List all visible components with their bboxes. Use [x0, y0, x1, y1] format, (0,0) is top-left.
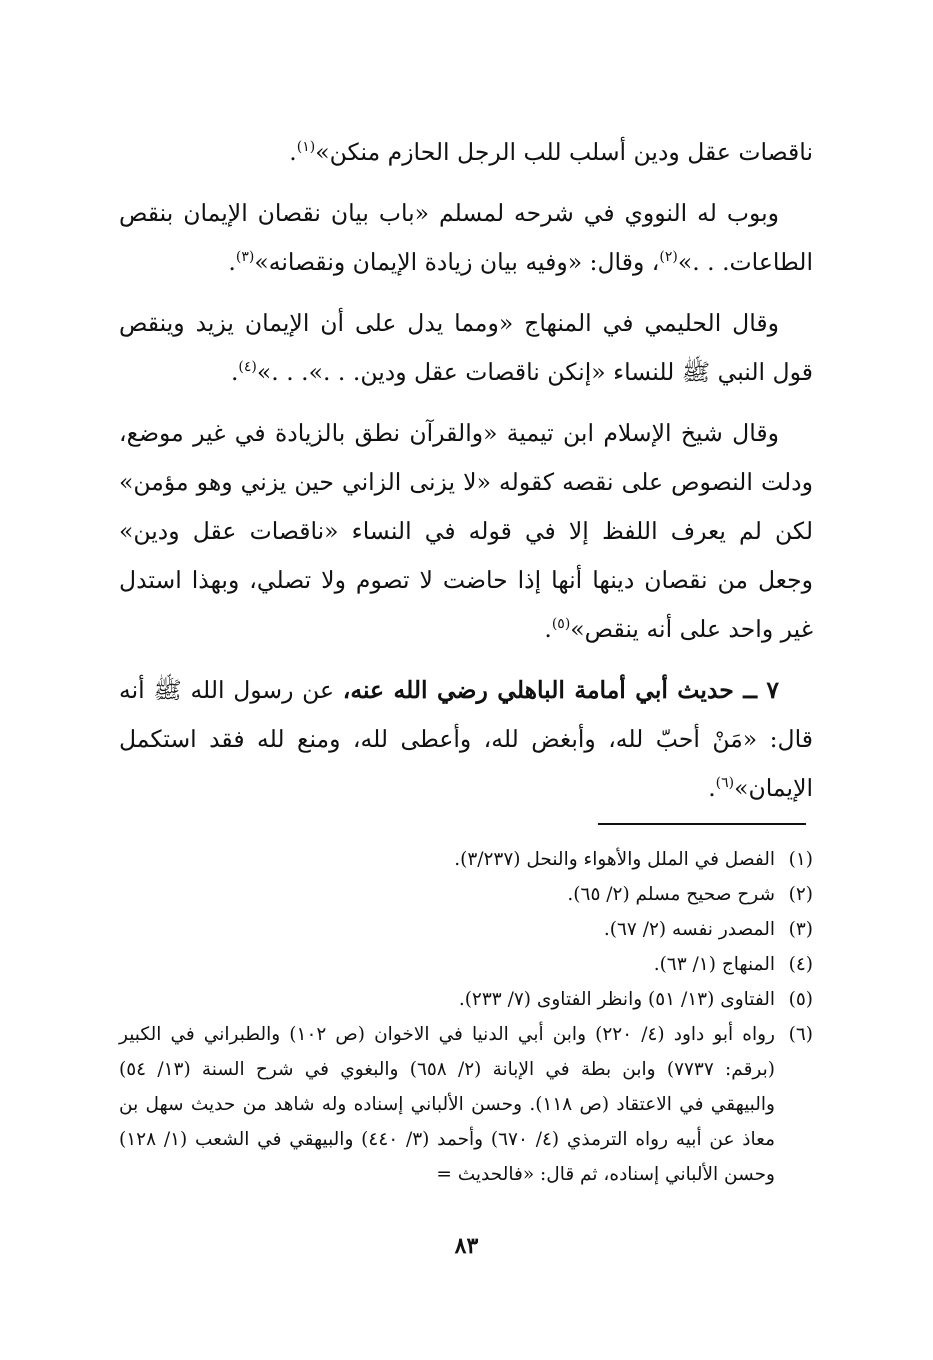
footnote-number: (٤) [788, 954, 813, 975]
footnote-separator [598, 823, 806, 825]
hadith-heading: ٧ ــ حديث أبي أمامة الباهلي رضي الله عنه، [342, 676, 779, 704]
paragraph-5-text: عن رسول الله ﷺ أنه قال: «مَنْ أحبّ لله، وأبغض لله، وأعطى لله، ومنع لله فقد استكمل الإيمان» [119, 676, 813, 802]
footnote-ref: (٢) [659, 249, 678, 266]
paragraph-2-tail: . [228, 248, 236, 276]
paragraph-1 [119, 128, 813, 177]
footnote-ref: (٤) [238, 359, 257, 376]
paragraph-4-tail: . [544, 615, 552, 643]
footnote-text: الفتاوى (١٣/ ٥١) وانظر الفتاوى (٧/ ٢٣٣). [458, 989, 775, 1010]
footnote-number: (٥) [788, 989, 813, 1010]
page-number: ٨٣ [454, 1233, 479, 1259]
footnote-4 [119, 947, 813, 982]
paragraph-4 [119, 409, 813, 654]
paragraph-4-text: وقال شيخ الإسلام ابن تيمية «والقرآن نطق بالزيادة في غير موضع، ودلت النصوص على نقصه كقوله «لا يزنى الزاني حين يزني وهو مؤمن» لكن لم يعرف اللفظ إلا في قوله في النساء «ناقصات عقل ودين» وجعل من نقصان دينها أنها إذا حاضت لا تصوم ولا تصلي، وبهذا استدل غير واحد على أنه ينقص» [119, 419, 813, 643]
footnote-ref: (٦) [715, 775, 735, 792]
footnote-3 [119, 912, 813, 947]
footnote-number: (٦) [788, 1024, 813, 1045]
paragraph-5-tail: . [708, 774, 716, 802]
footnote-1 [119, 842, 813, 877]
footnote-5 [119, 982, 813, 1017]
footnote-2 [119, 877, 813, 912]
paragraph-1-tail: . [289, 138, 297, 166]
paragraph-3-tail: . [230, 358, 239, 386]
footnote-number: (٣) [788, 919, 813, 940]
footnote-text: المصدر نفسه (٢/ ٦٧). [603, 919, 775, 940]
footnote-number: (١) [788, 849, 813, 870]
paragraph-2 [119, 189, 813, 287]
paragraph-3-text: وقال الحليمي في المنهاج «ومما يدل على أن الإيمان يزيد وينقص قول النبي ﷺ للنساء «إنكن ناقصات عقل ودين. . .». . .» [119, 309, 813, 386]
footnote-6 [119, 1017, 813, 1192]
footnotes [119, 842, 813, 1192]
footnote-text: رواه أبو داود (٤/ ٢٢٠) وابن أبي الدنيا في الاخوان (ص ١٠٢) والطبراني في الكبير (برقم: ٧٧٣٧) وابن بطة في الإبانة (٢/ ٦٥٨) والبغوي في شرح السنة (١٣/ ٥٤) والبيهقي في الاعتقاد (ص ١١٨). وحسن الألباني إسناده وله شاهد من حديث سهل بن معاذ عن أبيه رواه الترمذي (٤/ ٦٧٠) وأحمد (٣/ ٤٤٠) والبيهقي في الشعب (١/ ١٢٨) وحسن الألباني إسناده، ثم قال: «فالحديث = [119, 1024, 775, 1185]
footnote-number: (٢) [788, 884, 813, 905]
footnote-text: شرح صحيح مسلم (٢/ ٦٥). [567, 884, 775, 905]
footnote-ref: (١) [296, 139, 316, 156]
footnote-ref: (٥) [551, 616, 571, 633]
paragraph-1-text: ناقصات عقل ودين أسلب للب الرجل الحازم منكن» [315, 138, 813, 166]
paragraph-5 [119, 666, 813, 813]
footnote-text: المنهاج (١/ ٦٣). [653, 954, 775, 975]
footnote-ref: (٣) [235, 249, 255, 266]
main-text [119, 128, 813, 825]
paragraph-2-mid: ، وقال: «وفيه بيان زيادة الإيمان ونقصانه» [254, 248, 660, 276]
paragraph-3 [119, 299, 813, 397]
paragraph-2-text: وبوب له النووي في شرحه لمسلم «باب بيان نقصان الإيمان بنقص الطاعات. . .» [119, 199, 813, 276]
footnote-text: الفصل في الملل والأهواء والنحل (٣/٢٣٧). [454, 849, 775, 870]
